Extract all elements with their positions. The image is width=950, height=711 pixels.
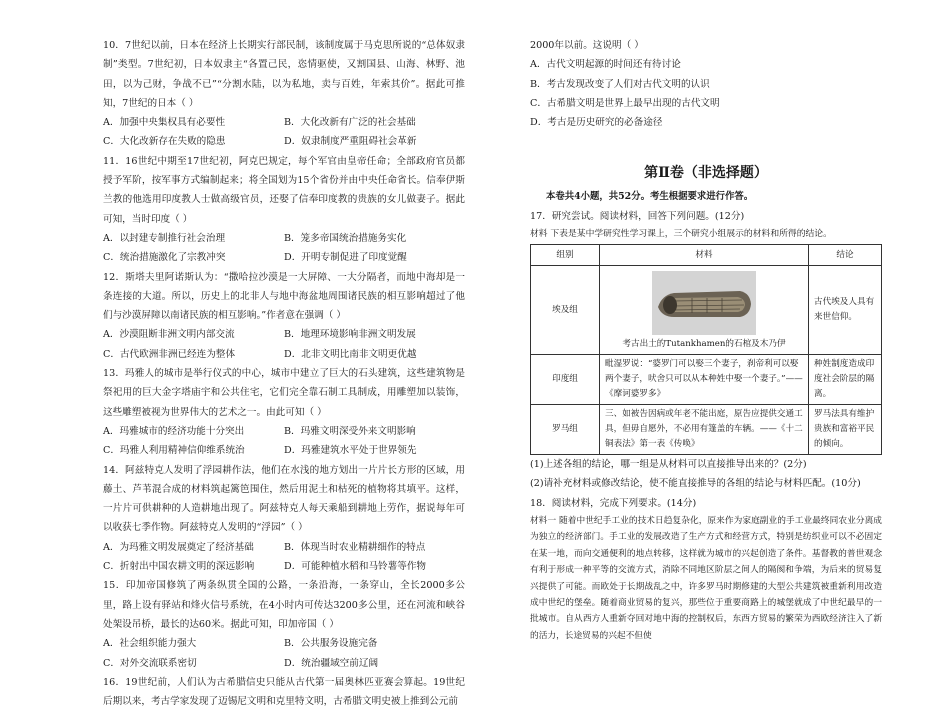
section-note: 本卷共4小题，共52分。考生根据要求进行作答。	[546, 191, 754, 203]
question-10: 10．7世纪以前，日本在经济上长期实行部民制，该制度属于马克思所说的“总体奴隶制”类型。7世纪初，日本奴隶主“各置己民，恣情驱使，又割国县、山海、林野、池田，以为己财，争战不已”“分割水陆，以为私地，卖与百姓，年索其价”。据此可推知，7世纪的日本（ ）	[103, 40, 465, 109]
option: A．玛雅城市的经济功能十分突出	[103, 425, 245, 437]
question-14-options	[103, 538, 465, 577]
table-cell-material: 三、如被告因病或年老不能出庭，原告应提供交通工具，但毋自愿外，不必用有篷盖的车辆。——《十二铜表法》第一表《传唤》	[600, 405, 809, 455]
option: B．玛雅文明深受外来文明影响	[284, 425, 416, 437]
question-15-options	[103, 634, 465, 673]
question-17-material: 材料 下表是某中学研究性学习课上，三个研究小组展示的材料和所得的结论。	[530, 229, 832, 240]
option: A．社会组织能力强大	[103, 638, 197, 650]
table-cell-material: 毗湿罗说：“婆罗门可以娶三个妻子，刹帝利可以娶两个妻子，吠舍只可以从本种姓中娶一个妻子。”——《摩诃婆罗多》	[600, 355, 809, 405]
table-cell-group: 埃及组	[531, 266, 600, 355]
question-10-options	[103, 113, 465, 152]
option: C．对外交流联系密切	[103, 657, 197, 669]
option: C．统治措施激化了宗教冲突	[103, 252, 226, 264]
section-title: 第Ⅱ卷（非选择题）	[644, 165, 768, 182]
table-header: 材料	[600, 245, 809, 266]
table-header-row	[531, 245, 882, 266]
option: A．以封建专制推行社会治理	[103, 232, 226, 244]
option: D．考古是历史研究的必备途径	[530, 117, 663, 129]
option: B．地理环境影响非洲文明发展	[284, 329, 416, 341]
option: D．统治疆域空前辽阔	[284, 657, 379, 669]
option: A．为玛雅文明发展奠定了经济基础	[103, 541, 254, 553]
sarcophagus-image	[652, 271, 756, 335]
image-caption: 考古出土的Tutankhamen的石棺及木乃伊	[622, 339, 786, 350]
option: A．沙漠阻断非洲文明内部交流	[103, 329, 235, 341]
question-17-stem: 17．研究尝试。阅读材料，回答下列问题。(12分)	[530, 210, 745, 222]
table-cell-material	[600, 266, 809, 355]
option: A．加强中央集权具有必要性	[103, 117, 226, 129]
option: B．考古发现改变了人们对古代文明的认识	[530, 78, 710, 90]
table-cell-group: 罗马组	[531, 405, 600, 455]
question-11-options	[103, 229, 465, 268]
question-17-sub1: (1)上述各组的结论，哪一组是从材料可以直接推导出来的？(2分)	[530, 459, 807, 471]
table-row	[531, 405, 882, 455]
left-column	[103, 36, 465, 711]
option: D．玛雅建筑水平处于世界领先	[284, 445, 417, 457]
option: D．可能种植水稻和马铃薯等作物	[284, 561, 427, 573]
right-column	[530, 36, 882, 644]
option: D．开明专制促进了印度觉醒	[284, 252, 407, 264]
table-cell-conclusion: 古代埃及人具有来世信仰。	[809, 266, 882, 355]
table-cell-group: 印度组	[531, 355, 600, 405]
option: B．大化改新有广泛的社会基础	[284, 117, 416, 129]
question-15: 15．印加帝国修筑了两条纵贯全国的公路，一条沿海，一条穿山，全长2000多公里，路上设有驿站和烽火信号系统，在4小时内可传达3200多公里，还在河流和峡谷处架设吊桥，最长的达60米。据此可知，印加帝国（ ）	[103, 580, 465, 630]
question-12-options	[103, 325, 465, 364]
option: B．公共服务设施完备	[284, 638, 378, 650]
research-table	[530, 244, 882, 455]
table-cell-conclusion: 种姓制度造成印度社会阶层的隔离。	[809, 355, 882, 405]
table-header: 组别	[531, 245, 600, 266]
question-11: 11．16世纪中期至17世纪初，阿克巴规定，每个军官由皇帝任命；全部政府官员都授予军阶，按军事方式编制起来；将全国划为15个省份并由中央任命省长。信奉伊斯兰教的他选用印度教人士做高级官员，还娶了信奉印度教的贵族的女儿做妻子。据此可知，当时印度（ ）	[103, 155, 465, 225]
question-13-options	[103, 422, 465, 461]
option: C．古代欧洲非洲已经连为整体	[103, 348, 236, 360]
table-header: 结论	[809, 245, 882, 266]
question-14: 14．阿兹特克人发明了浮园耕作法，他们在水浅的地方划出一片片长方形的区域，用藤土、芦苇混合成的材料筑起篱笆围住，然后用泥土和枯死的植物将其填平。这样，一片片可供耕种的人造耕地出现了。阿兹特克人每天乘船到耕地上劳作，据说每年可以收获七季作物。阿兹特克人发明的“浮园”（ ）	[103, 464, 465, 534]
option: D．奴隶制度严重阻碍社会革新	[284, 136, 417, 148]
option: C．玛雅人利用精神信仰维系统治	[103, 445, 245, 457]
question-16: 16．19世纪前，人们认为古希腊信史只能从古代第一届奥林匹亚赛会算起。19世纪后期以来，考古学家发现了迈锡尼文明和克里特文明，古希腊文明史被上推到公元前	[103, 676, 465, 708]
option: C．折射出中国农耕文明的深远影响	[103, 561, 255, 573]
question-12: 12．斯塔夫里阿诺斯认为：“撒哈拉沙漠是一大屏障、一大分隔者，而地中海却是一条连接的大道。所以，历史上的北非人与地中海盆地周围诸民族的相互影响超过了他们与沙漠屏障以南诸民族的相互影响。”作者意在强调（ ）	[103, 271, 465, 322]
option: C．古希腊文明是世界上最早出现的古代文明	[530, 97, 720, 109]
question-16-continued: 2000年以前。这说明（ ）	[530, 40, 644, 51]
question-17-sub2: (2)请补充材料或修改结论，使不能直接推导的各组的结论与材料匹配。(10分)	[530, 478, 861, 490]
option: D．北非文明比南非文明更优越	[284, 348, 417, 360]
question-18-material: 材料一 随着中世纪手工业的技术日趋复杂化，原来作为家庭副业的手工业最终同农业分离成为独立的经济部门。手工业的发展改造了生产方式和经营方式，特别是纺织业可以不必固定在某一地，而向交通便利的地点转移，这样就为城市的兴起创造了条件。基督教的普世观念有利于形成一种平等的交流方式，消除不同地区阶层之间人的隔阂和争端，为后来的贸易复兴提供了可能。而欧处于长期战乱之中，许多罗马时期修建的大型公共建筑被重新利用改造成中世纪的堡垒。随着商业贸易的复兴，那些位于重要商路上的城堡就成了中世纪最早的一批城市。自从西方人重新夺回对地中海的控制权后，东西方贸易的繁荣为西欧经济注入了新的活力，长途贸易的兴起不但使	[530, 515, 882, 641]
table-cell-conclusion: 罗马法具有维护贵族和富裕平民的倾向。	[809, 405, 882, 455]
option: A．古代文明起源的时间还有待讨论	[530, 59, 681, 71]
table-row	[531, 266, 882, 355]
option: C．大化改新存在失败的隐患	[103, 136, 226, 148]
table-row	[531, 355, 882, 405]
question-18-stem: 18．阅读材料，完成下列要求。(14分)	[530, 497, 697, 509]
option: B．体现当时农业精耕细作的特点	[284, 541, 426, 553]
question-13: 13．玛雅人的城市是举行仪式的中心，城市中建立了巨大的石头建筑，这些建筑物是祭祀用的巨大金字塔庙宇和公共住宅，它们完全靠石制工具制成，用雕塑加以装饰，这些雕塑被视为世界伟大的艺术之一。由此可知（ ）	[103, 368, 465, 418]
option: B．笼多帝国统治措施务实化	[284, 232, 407, 244]
